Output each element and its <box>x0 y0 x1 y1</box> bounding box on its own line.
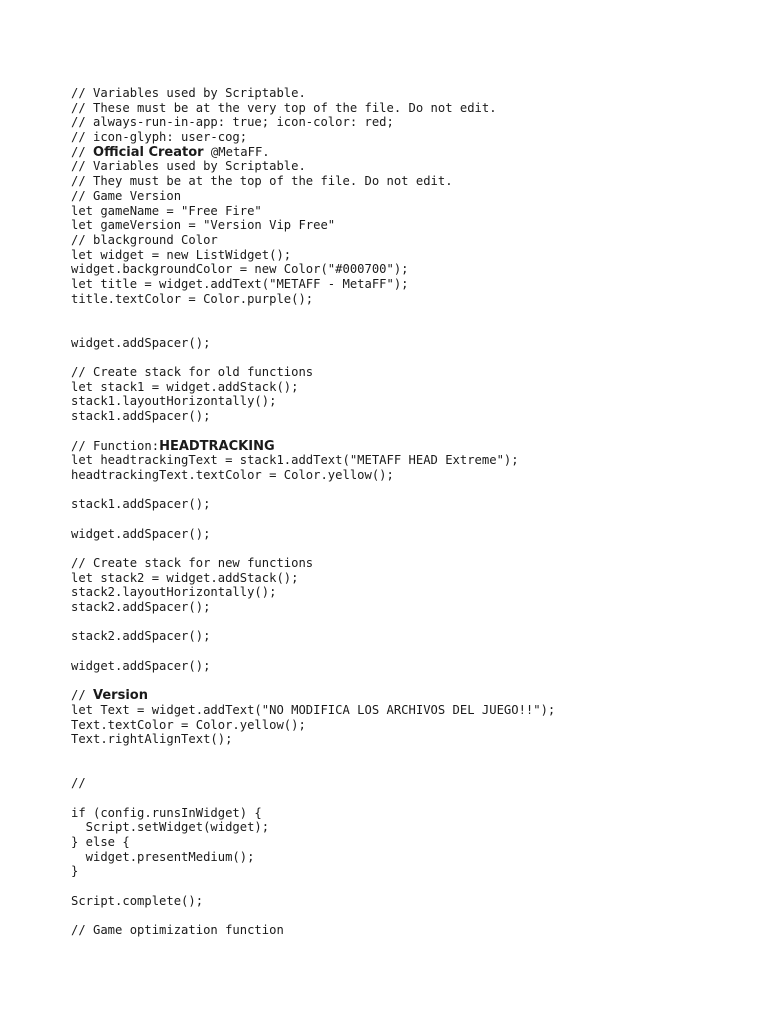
code-line: widget.presentMedium(); <box>71 849 255 864</box>
code-line: Text.textColor = Color.yellow(); <box>71 717 306 732</box>
code-line: let stack2 = widget.addStack(); <box>71 570 299 585</box>
blank-line <box>71 321 751 336</box>
code-line: Script.setWidget(widget); <box>71 820 270 835</box>
code-line: // always-run-in-app: true; icon-color: red; <box>71 115 394 130</box>
code-line: // Variables used by Scriptable. <box>71 86 306 100</box>
code-line <box>71 145 751 160</box>
blank-line <box>71 512 751 527</box>
code-line: // Create stack for old functions <box>71 365 314 380</box>
code-line: let widget = new ListWidget(); <box>71 247 292 262</box>
code-line: let gameVersion = "Version Vip Free" <box>71 218 336 233</box>
code-line: Script.complete(); <box>71 893 204 908</box>
code-line: title.textColor = Color.purple(); <box>71 291 314 306</box>
code-line: stack2.addSpacer(); <box>71 629 211 644</box>
blank-line <box>71 674 751 689</box>
code-line: // blackground Color <box>71 232 218 247</box>
blank-line <box>71 762 751 777</box>
blank-line <box>71 483 751 498</box>
code-line: headtrackingText.textColor = Color.yellow(); <box>71 467 394 482</box>
blank-line <box>71 747 751 762</box>
blank-line <box>71 791 751 806</box>
code-line: let gameName = "Free Fire" <box>71 203 262 218</box>
code-line: let Text = widget.addText("NO MODIFICA LOS ARCHIVOS DEL JUEGO!!"); <box>71 702 556 717</box>
code-line: // Game Version <box>71 188 182 203</box>
code-listing <box>71 86 751 938</box>
code-line: let headtrackingText = stack1.addText("METAFF HEAD Extreme"); <box>71 453 519 468</box>
blank-line <box>71 350 751 365</box>
code-line: stack1.addSpacer(); <box>71 409 211 424</box>
code-line-bold-text: Official Creator <box>93 144 204 160</box>
code-line: let title = widget.addText("METAFF - MetaFF"); <box>71 276 409 291</box>
code-line: // These must be at the very top of the file. Do not edit. <box>71 100 497 115</box>
code-line: Text.rightAlignText(); <box>71 732 233 747</box>
code-line-bold-text: HEADTRACKING <box>159 438 275 454</box>
code-line: widget.addSpacer(); <box>71 526 211 541</box>
code-line: if (config.runsInWidget) { <box>71 805 262 820</box>
code-line: widget.addSpacer(); <box>71 658 211 673</box>
code-line <box>71 439 751 454</box>
code-line-prefix: // <box>71 144 94 159</box>
blank-line <box>71 306 751 321</box>
blank-line <box>71 644 751 659</box>
code-line: // Create stack for new functions <box>71 556 314 570</box>
code-line: // They must be at the top of the file. Do not edit. <box>71 174 453 189</box>
code-line-suffix: @MetaFF. <box>203 144 270 159</box>
code-line <box>71 688 751 703</box>
blank-line <box>71 615 751 630</box>
code-line-bold-text: Version <box>93 688 148 704</box>
code-line: // Game optimization function <box>71 923 284 938</box>
blank-line <box>71 424 751 439</box>
blank-line <box>71 879 751 894</box>
code-line: stack2.layoutHorizontally(); <box>71 585 277 600</box>
code-line: let stack1 = widget.addStack(); <box>71 379 299 394</box>
code-line: stack2.addSpacer(); <box>71 600 211 615</box>
code-line: widget.addSpacer(); <box>71 335 211 350</box>
code-line-prefix: // <box>71 688 94 703</box>
code-line: stack1.layoutHorizontally(); <box>71 394 277 409</box>
code-line-prefix: // Function: <box>71 438 160 453</box>
code-line: stack1.addSpacer(); <box>71 497 211 512</box>
code-line: // icon-glyph: user-cog; <box>71 130 248 145</box>
code-line: } else { <box>71 835 130 850</box>
code-line: // Variables used by Scriptable. <box>71 159 306 174</box>
code-line: } <box>71 864 79 879</box>
code-line: // <box>71 776 86 791</box>
code-line: widget.backgroundColor = new Color("#000700"); <box>71 262 409 277</box>
blank-line <box>71 541 751 556</box>
blank-line <box>71 909 751 924</box>
